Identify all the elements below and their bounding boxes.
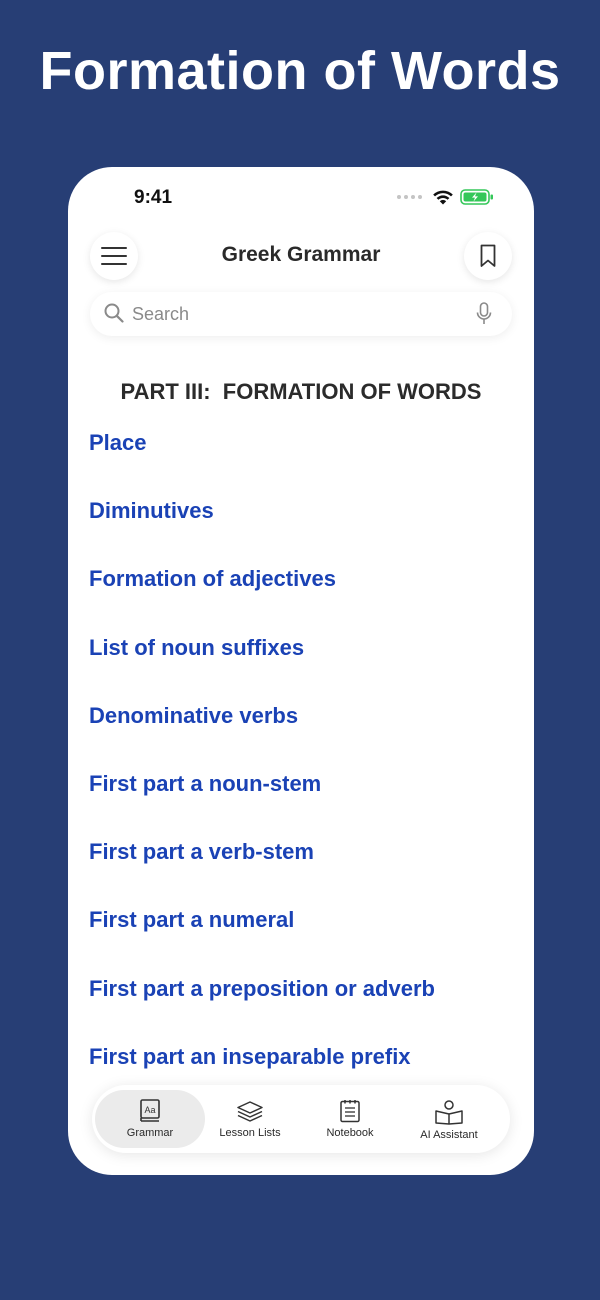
- tab-ai-assistant[interactable]: [397, 1090, 501, 1148]
- page-headline: Formation of Words: [39, 41, 561, 101]
- battery-icon: [460, 189, 494, 205]
- section-heading: PART III: FORMATION OF WORDS: [120, 379, 482, 404]
- navigation-bar: [68, 227, 534, 285]
- bookmark-icon: [480, 244, 496, 268]
- stack-layers-icon: [236, 1099, 264, 1123]
- toc-link[interactable]: First part a verb-stem: [89, 839, 314, 865]
- search-input[interactable]: [132, 292, 452, 336]
- tab-label: Grammar: [126, 1127, 174, 1139]
- svg-text:Aa: Aa: [144, 1105, 156, 1115]
- microphone-icon[interactable]: [476, 302, 492, 326]
- status-bar: [68, 167, 534, 227]
- toc-link[interactable]: Formation of adjectives: [89, 566, 336, 592]
- status-time: 9:41: [134, 187, 173, 208]
- tab-grammar[interactable]: [95, 1090, 205, 1148]
- tab-notebook[interactable]: [298, 1090, 402, 1148]
- notebook-icon: [339, 1099, 361, 1123]
- toc-link[interactable]: First part an inseparable prefix: [89, 1043, 411, 1069]
- toc-list: [89, 430, 435, 1112]
- toc-link[interactable]: List of noun suffixes: [89, 634, 305, 660]
- toc-link[interactable]: First part a preposition or adverb: [89, 975, 435, 1001]
- nav-title: Greek Grammar: [221, 243, 381, 266]
- status-icons: [397, 189, 494, 205]
- wifi-icon: [432, 189, 454, 205]
- toc-link[interactable]: Place: [89, 430, 147, 455]
- phone-screen: [68, 167, 534, 1175]
- reader-person-icon: [434, 1099, 464, 1125]
- search-icon: [104, 303, 124, 323]
- toc-link[interactable]: First part a noun-stem: [89, 770, 322, 796]
- search-bar: [90, 292, 512, 336]
- grammar-book-icon: [139, 1099, 161, 1123]
- bookmark-button[interactable]: [464, 232, 512, 280]
- tab-label: AI Assistant: [420, 1129, 478, 1141]
- toc-link[interactable]: First part a numeral: [89, 907, 295, 933]
- tab-label: Lesson Lists: [219, 1127, 281, 1139]
- toc-link[interactable]: Denominative verbs: [89, 702, 299, 728]
- cellular-signal-icon: [397, 195, 422, 199]
- tab-bar: [92, 1085, 510, 1153]
- tab-lesson-lists[interactable]: [198, 1090, 302, 1148]
- toc-link[interactable]: Diminutives: [89, 498, 214, 524]
- tab-label: Notebook: [326, 1127, 374, 1139]
